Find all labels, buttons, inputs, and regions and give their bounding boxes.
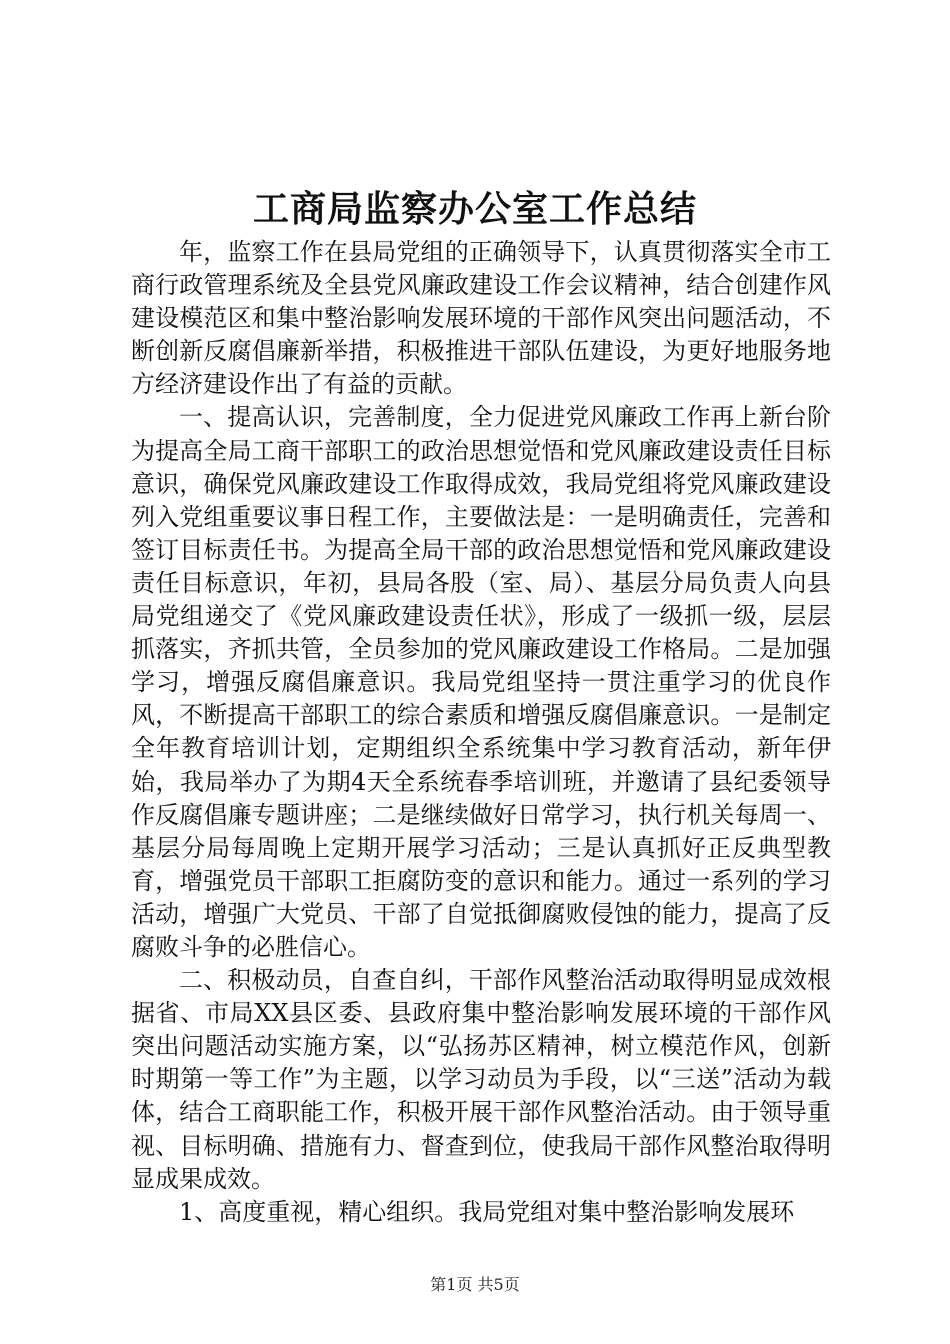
page-number-footer: 第1页 共5页 [430, 1275, 520, 1294]
document-title: 工商局监察办公室工作总结 [252, 188, 697, 230]
paragraph-intro: 年，监察工作在县局党组的正确领导下，认真贯彻落实全市工商行政管理系统及全县党风廉政建设工作会议精神，结合创建作风建设模范区和集中整治影响发展环境的干部作风突出问题活动，不断创新反腐倡廉新举措，积极推进干部队伍建设，为更好地服务地方经济建设作出了有益的贡献。 [131, 238, 831, 399]
document-body [131, 236, 831, 1229]
paragraph-section-one: 一、提高认识，完善制度，全力促进党风廉政工作再上新台阶为提高全局工商干部职工的政治思想觉悟和党风廉政建设责任目标意识，确保党风廉政建设工作取得成效，我局党组将党风廉政建设列入党组重要议事日程工作，主要做法是：一是明确责任，完善和签订目标责任书。为提高全局干部的政治思想觉悟和党风廉政建设责任目标意识，年初，县局各股（室、局）、基层分局负责人向县局党组递交了《党风廉政建设责任状》，形成了一级抓一级，层层抓落实，齐抓共管，全员参加的党风廉政建设工作格局。二是加强学习，增强反腐倡廉意识。我局党组坚持一贯注重学习的优良作风，不断提高干部职工的综合素质和增强反腐倡廉意识。一是制定全年教育培训计划，定期组织全系统集中学习教育活动，新年伊始，我局举办了为期4天全系统春季培训班，并邀请了县纪委领导作反腐倡廉专题讲座；二是继续做好日常学习，执行机关每周一、基层分局每周晚上定期开展学习活动；三是认真抓好正反典型教育，增强党员干部职工拒腐防变的意识和能力。通过一系列的学习活动，增强广大党员、干部了自觉抵御腐败侵蚀的能力，提高了反腐败斗争的必胜信心。 [131, 403, 831, 961]
paragraph-section-two: 二、积极动员，自查自纠，干部作风整治活动取得明显成效根据省、市局XX县区委、县政府集中整治影响发展环境的干部作风突出问题活动实施方案，以“弘扬苏区精神，树立模范作风，创新时期第一等工作”为主题，以学习动员为手段，以“三送”活动为载体，结合工商职能工作，积极开展干部作风整治活动。由于领导重视、目标明确、措施有力、督查到位，使我局干部作风整治取得明显成果成效。 [131, 966, 831, 1193]
paragraph-item-one: 1、高度重视，精心组织。我局党组对集中整治影响发展环 [179, 1197, 795, 1226]
